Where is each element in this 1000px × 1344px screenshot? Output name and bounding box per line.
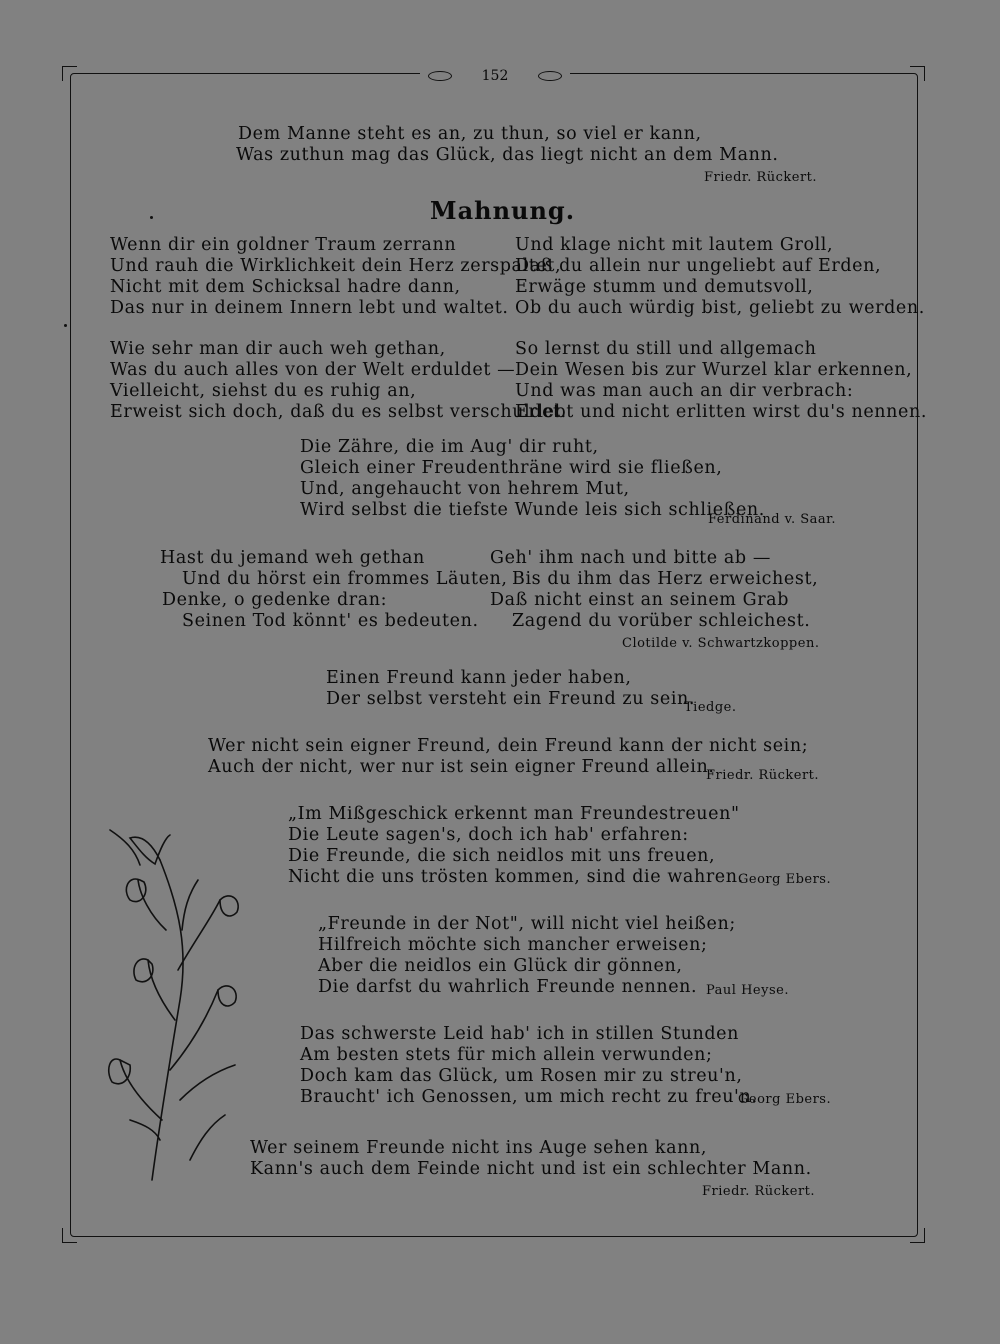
verse-line: Zagend du vorüber schleichest. — [512, 611, 811, 631]
verse-line: Dem Manne steht es an, zu thun, so viel er kann, — [238, 124, 702, 144]
verse-line: Und klage nicht mit lautem Groll, — [515, 235, 834, 255]
verse-line: Wer nicht sein eigner Freund, dein Freund kann der nicht sein; — [208, 736, 809, 756]
verse-line: Doch kam das Glück, um Rosen mir zu streu'n, — [300, 1066, 743, 1086]
verse-line: Und, angehaucht von hehrem Mut, — [300, 479, 630, 499]
verse-line: Geh' ihm nach und bitte ab — — [490, 548, 771, 568]
verse-line: Erwäge stumm und demutsvoll, — [515, 277, 814, 297]
verse-line: Was zuthun mag das Glück, das liegt nicht an dem Mann. — [236, 145, 779, 165]
author: Friedr. Rückert. — [706, 768, 820, 783]
verse-line: Die Freunde, die sich neidlos mit uns freuen, — [288, 846, 716, 866]
speck — [64, 324, 67, 327]
verse-line: Nicht die uns trösten kommen, sind die wahren. — [288, 867, 744, 887]
verse-line: Hilfreich möchte sich mancher erweisen; — [318, 935, 708, 955]
verse-line: Der selbst versteht ein Freund zu sein. — [326, 689, 696, 709]
ornament-right-icon — [538, 71, 562, 81]
verse-line: Was du auch alles von der Welt erduldet — — [110, 360, 516, 380]
author: Ferdinand v. Saar. — [708, 512, 837, 527]
verse-line: Hast du jemand weh gethan — [160, 548, 425, 568]
verse-line: Wer seinem Freunde nicht ins Auge sehen kann, — [250, 1138, 708, 1158]
verse-line: Am besten stets für mich allein verwunden; — [300, 1045, 713, 1065]
verse-line: Denke, o gedenke dran: — [162, 590, 388, 610]
verse-line: Aber die neidlos ein Glück dir gönnen, — [318, 956, 683, 976]
author: Clotilde v. Schwartzkoppen. — [622, 636, 820, 651]
author: Georg Ebers. — [738, 1092, 832, 1107]
verse-line: Kann's auch dem Feinde nicht und ist ein schlechter Mann. — [250, 1159, 812, 1179]
page-number: 152 — [481, 68, 509, 84]
verse-line: Daß du allein nur ungeliebt auf Erden, — [515, 256, 882, 276]
verse-line: Erlebt und nicht erlitten wirst du's nennen. — [515, 402, 928, 422]
verse-line: Bis du ihm das Herz erweichest, — [512, 569, 819, 589]
verse-line: Seinen Tod könnt' es bedeuten. — [182, 611, 479, 631]
author: Tiedge. — [684, 700, 737, 715]
verse-line: Die Leute sagen's, doch ich hab' erfahren: — [288, 825, 689, 845]
verse-line: Das nur in deinem Innern lebt und waltet. — [110, 298, 509, 318]
verse-line: So lernst du still und allgemach — [515, 339, 817, 359]
speck — [150, 216, 153, 219]
verse-line: Daß nicht einst an seinem Grab — [490, 590, 790, 610]
border-corner — [62, 1228, 77, 1243]
verse-line: Und rauh die Wirklichkeit dein Herz zerspaltet, — [110, 256, 562, 276]
verse-line: Gleich einer Freudenthräne wird sie fließen, — [300, 458, 723, 478]
verse-line: Und du hörst ein frommes Läuten, — [182, 569, 508, 589]
ornament-left-icon — [428, 71, 452, 81]
verse-line: Vielleicht, siehst du es ruhig an, — [110, 381, 417, 401]
verse-line: Und was man auch an dir verbrach: — [515, 381, 854, 401]
bellflower-illustration-icon — [100, 820, 250, 1190]
poem-title: Mahnung. — [430, 196, 576, 225]
verse-line: Das schwerste Leid hab' ich in stillen Stunden — [300, 1024, 739, 1044]
verse-line: Die Zähre, die im Aug' dir ruht, — [300, 437, 599, 457]
verse-line: Auch der nicht, wer nur ist sein eigner Freund allein. — [208, 757, 715, 777]
author: Friedr. Rückert. — [702, 1184, 816, 1199]
verse-line: „Freunde in der Not", will nicht viel heißen; — [318, 914, 736, 934]
verse-line: Wenn dir ein goldner Traum zerrann — [110, 235, 457, 255]
border-corner — [910, 1228, 925, 1243]
verse-line: Nicht mit dem Schicksal hadre dann, — [110, 277, 461, 297]
verse-line: Erweist sich doch, daß du es selbst verschuldet. — [110, 402, 567, 422]
verse-line: Braucht' ich Genossen, um mich recht zu freu'n. — [300, 1087, 758, 1107]
author: Friedr. Rückert. — [704, 170, 818, 185]
verse-line: Wird selbst die tiefste Wunde leis sich schließen. — [300, 500, 765, 520]
author: Georg Ebers. — [738, 872, 832, 887]
verse-line: Ob du auch würdig bist, geliebt zu werden. — [515, 298, 925, 318]
page-number-header — [420, 64, 570, 88]
border-corner — [62, 66, 77, 81]
verse-line: „Im Mißgeschick erkennt man Freundestreuen" — [288, 804, 740, 824]
verse-line: Wie sehr man dir auch weh gethan, — [110, 339, 446, 359]
verse-line: Dein Wesen bis zur Wurzel klar erkennen, — [515, 360, 913, 380]
verse-line: Einen Freund kann jeder haben, — [326, 668, 632, 688]
author: Paul Heyse. — [706, 983, 789, 998]
verse-line: Die darfst du wahrlich Freunde nennen. — [318, 977, 698, 997]
border-corner — [910, 66, 925, 81]
